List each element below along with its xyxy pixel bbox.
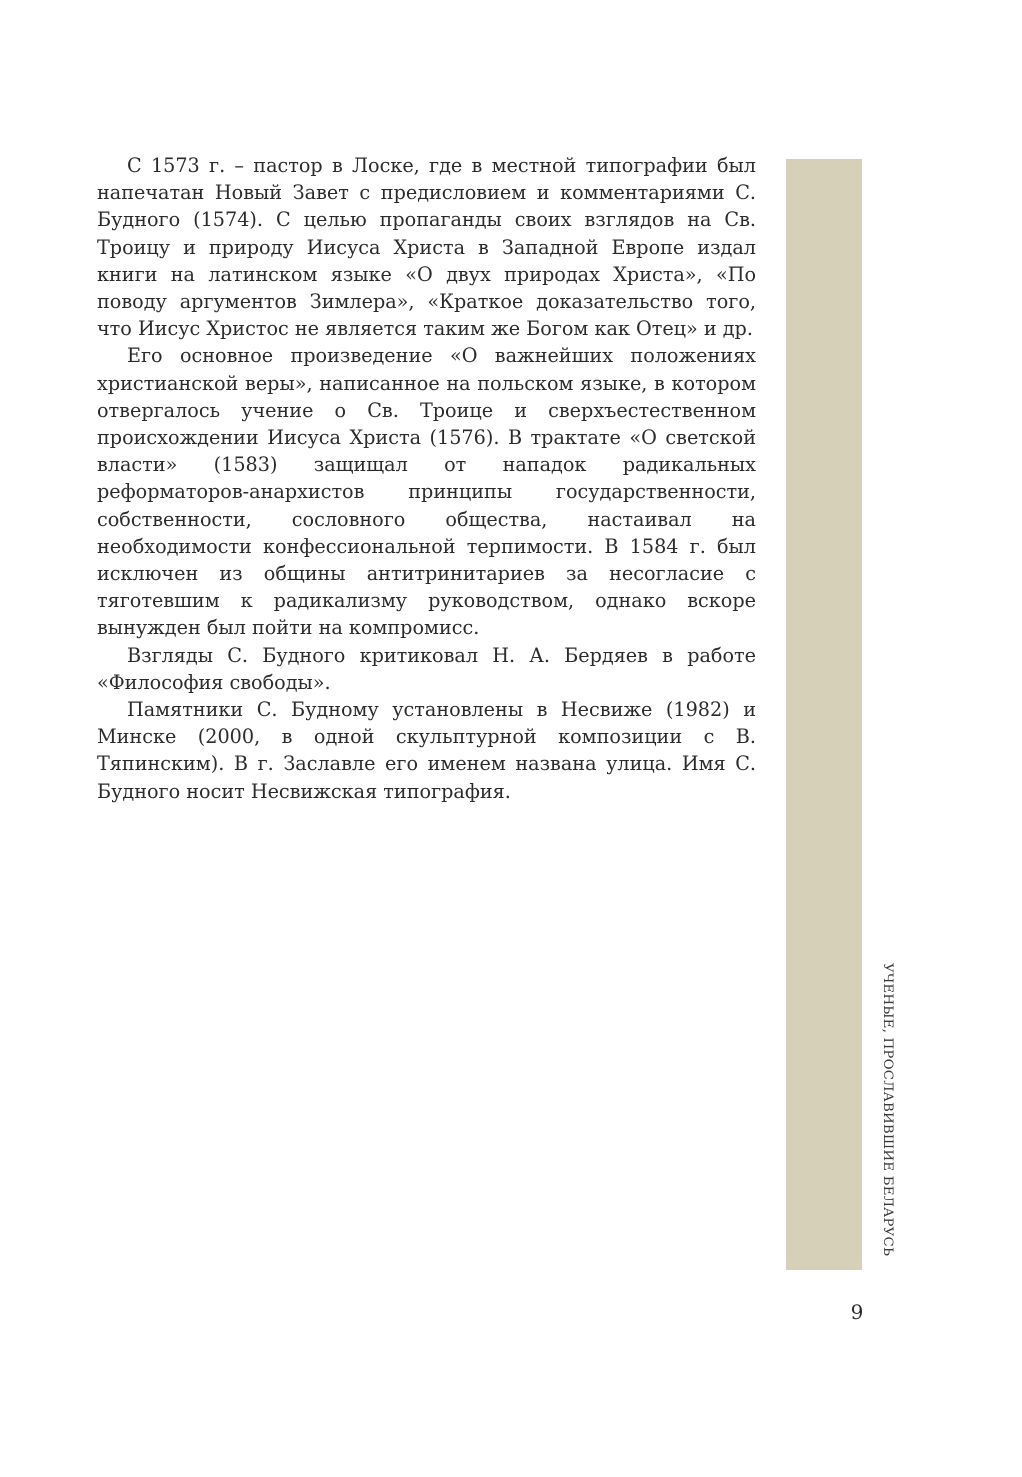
main-text — [97, 152, 756, 805]
margin-color-band — [786, 159, 862, 1270]
paragraph-2: Его основное произведение «О важнейших положениях христианской веры», написанное на польском языке, в котором отвергалось учение о Св. Троице и сверхъестественном происхождении Иисуса Христа (1576). В трактате «О светской власти» (1583) защищал от нападок радикальных реформаторов-анархистов принципы государственности, собственности, сословного общества, настаивал на необходимости конфессиональной терпимости. В 1584 г. был исключен из общины антитринитариев за несогласие с тяготевшим к радикализму руководством, однако вскоре вынужден был пойти на компромисс. — [97, 344, 756, 640]
page-number: 9 — [850, 1300, 864, 1324]
paragraph-3: Взгляды С. Будного критиковал Н. А. Бердяев в работе «Философия свободы». — [97, 643, 756, 694]
paragraph-4: Памятники С. Будному установлены в Несвиже (1982) и Минске (2000, в одной скульптурной композиции с В. Тяпинским). В г. Заславле его именем названа улица. Имя С. Будного носит Несвижская типография. — [97, 698, 756, 803]
running-title: УЧЕНЫЕ, ПРОСЛАВИВШИЕ БЕЛАРУСЬ — [880, 963, 895, 1257]
paragraph-1: С 1573 г. – пастор в Лоске, где в местной типографии был напечатан Новый Завет с предисловием и комментариями С. Будного (1574). С целью пропаганды своих взглядов на Св. Троицу и природу Иисуса Христа в Западной Европе издал книги на латинском языке «О двух природах Христа», «По поводу аргументов Зимлера», «Краткое доказательство того, что Иисус Христос не является таким же Богом как Отец» и др. — [97, 154, 756, 341]
